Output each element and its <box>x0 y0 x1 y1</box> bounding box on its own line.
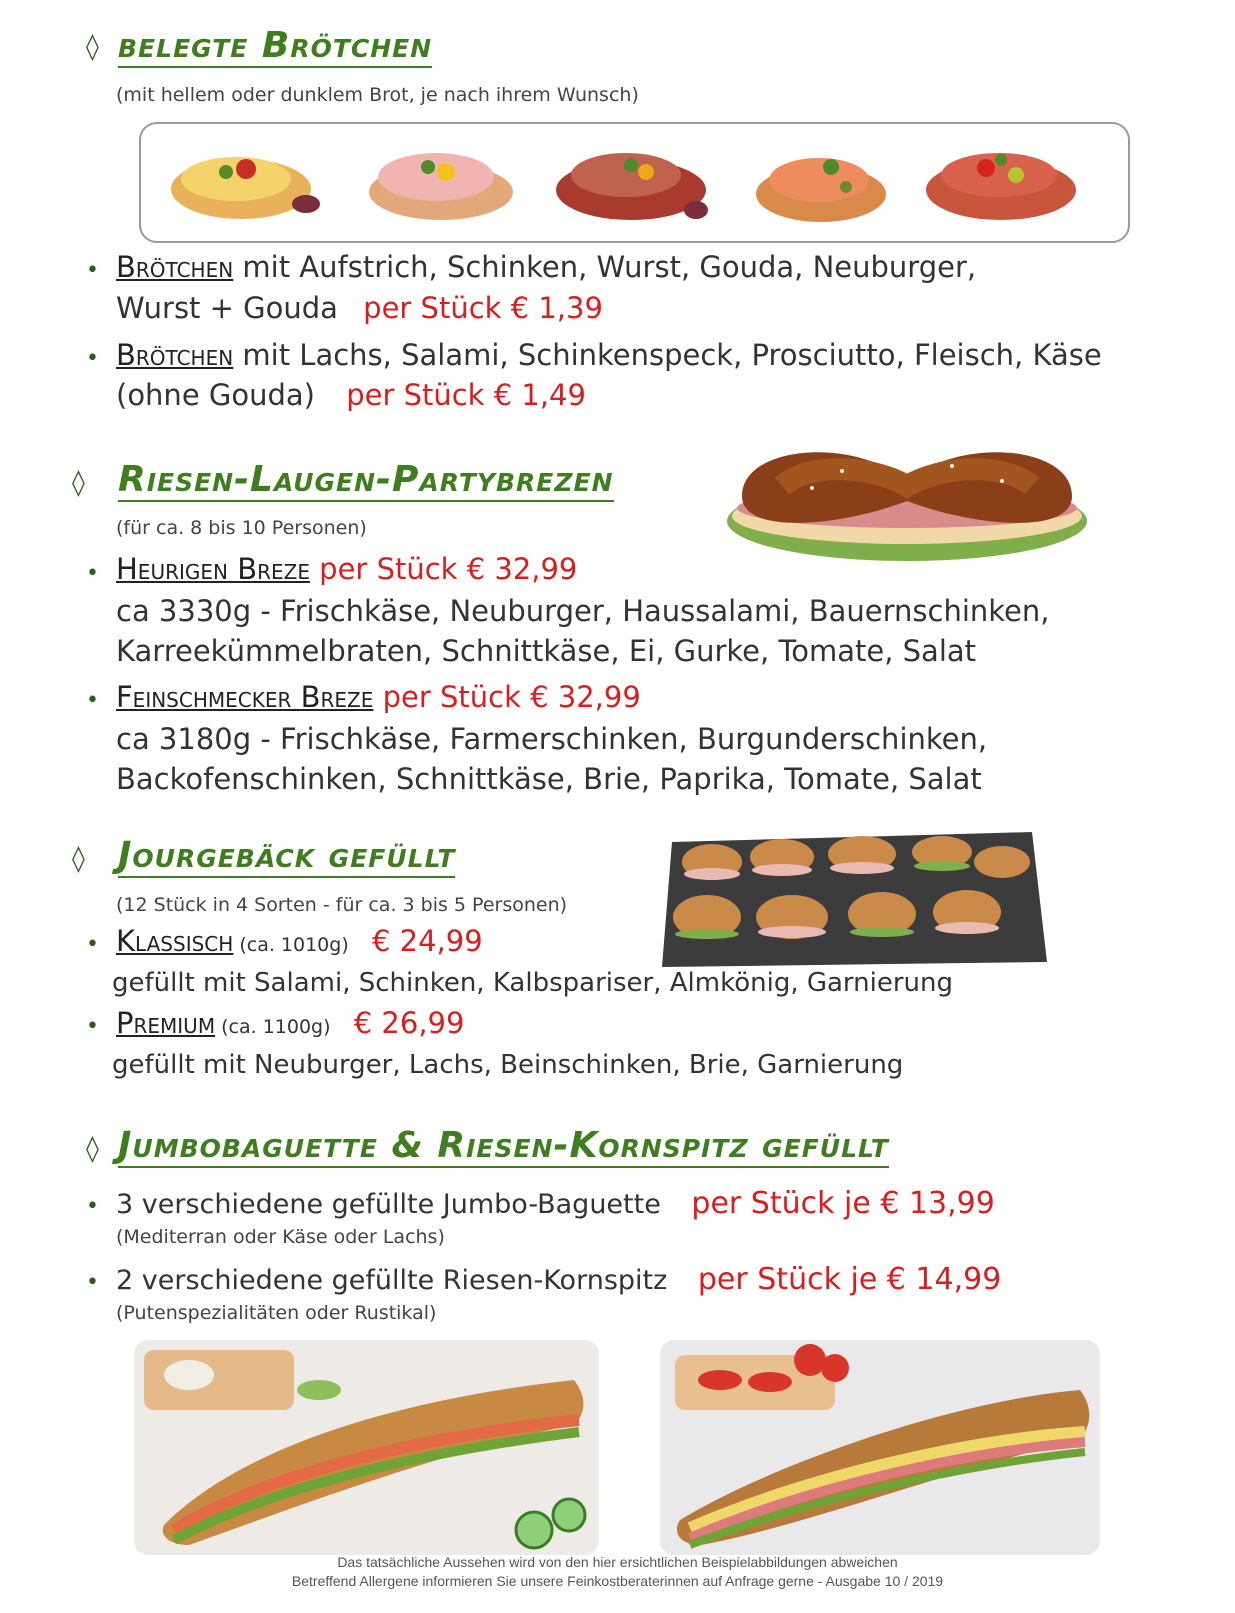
product-description-cont: Wurst + Gouda <box>116 291 338 325</box>
diamond-icon: ◊ <box>86 1134 99 1164</box>
broetchen-note: (mit hellem oder dunklem Brot, je nach ihrem Wunsch) <box>116 84 639 106</box>
price: per Stück € 32,99 <box>373 680 641 714</box>
product-name: Feinschmecker Breze <box>116 680 374 714</box>
price: per Stück je € 14,99 <box>697 1262 1002 1297</box>
diamond-icon: ◊ <box>86 32 99 62</box>
price: per Stück € 32,99 <box>309 552 578 586</box>
jour-item-2-line2: gefüllt mit Neuburger, Lachs, Beinschinken, Brie, Garnierung <box>112 1050 904 1080</box>
price: per Stück je € 13,99 <box>691 1186 995 1221</box>
product-description-cont: (ohne Gouda) <box>116 378 315 412</box>
section-title-brezen: Riesen-Laugen-Partybrezen <box>118 459 614 500</box>
broetchen-image-strip <box>139 122 1130 243</box>
footer-disclaimer: Das tatsächliche Aussehen wird von den hier ersichtlichen Beispielabbildungen abweichen <box>337 1554 898 1570</box>
broetchen-item-1-line2 <box>116 291 603 326</box>
riesen-kornspitz-image <box>660 1340 1100 1555</box>
diamond-icon: ◊ <box>72 844 85 874</box>
brezen-item-2 <box>116 680 641 715</box>
brezen-item-1-line3: Karreekümmelbraten, Schnittkäse, Ei, Gurke, Tomate, Salat <box>116 634 977 668</box>
jumbo-item-1 <box>116 1186 995 1222</box>
bullet-icon: • <box>86 561 99 586</box>
jour-item-1-line2: gefüllt mit Salami, Schinken, Kalbspariser, Almkönig, Garnierung <box>112 968 954 998</box>
bullet-icon: • <box>86 688 99 713</box>
diamond-icon: ◊ <box>72 468 85 498</box>
jourgebaeck-platter-image <box>652 822 1052 972</box>
bullet-icon: • <box>86 1014 99 1039</box>
price: per Stück € 1,49 <box>346 378 586 412</box>
broetchen-item-2-line2 <box>116 378 586 413</box>
product-description: mit Aufstrich, Schinken, Wurst, Gouda, Neuburger, <box>233 250 977 284</box>
product-description: mit Lachs, Salami, Schinkenspeck, Prosciutto, Fleisch, Käse <box>233 338 1102 372</box>
broetchen-item-2 <box>116 338 1102 373</box>
product-name: Klassisch <box>116 924 234 958</box>
section-title-jumbo: Jumbobaguette & Riesen-Kornspitz gefüllt <box>118 1125 889 1166</box>
jour-note: (12 Stück in 4 Sorten - für ca. 3 bis 5 Personen) <box>116 894 568 916</box>
brezen-item-1-line2: ca 3330g - Frischkäse, Neuburger, Haussalami, Bauernschinken, <box>116 594 1050 628</box>
section-title-jour: Jourgebäck gefüllt <box>118 835 456 876</box>
jumbo-baguette-image <box>134 1340 599 1555</box>
open-sandwiches-image <box>141 124 1128 241</box>
jumbo-item-2 <box>116 1262 1001 1298</box>
brezen-item-2-line3: Backofenschinken, Schnittkäse, Brie, Paprika, Tomate, Salat <box>116 762 982 796</box>
price: € 24,99 <box>371 924 483 958</box>
brezen-item-2-line2: ca 3180g - Frischkäse, Farmerschinken, Burgunderschinken, <box>116 722 988 756</box>
jour-item-2 <box>116 1006 464 1041</box>
price: per Stück € 1,39 <box>363 291 603 325</box>
broetchen-item-1 <box>116 250 976 285</box>
product-weight: (ca. 1100g) <box>215 1016 331 1038</box>
brezen-item-1 <box>116 552 577 587</box>
product-name: Premium <box>116 1006 216 1040</box>
bullet-icon: • <box>86 932 99 957</box>
brezen-note: (für ca. 8 bis 10 Personen) <box>116 517 367 539</box>
price: € 26,99 <box>353 1006 465 1040</box>
jumbo-item-1-note: (Mediterran oder Käse oder Lachs) <box>116 1226 445 1248</box>
bullet-icon: • <box>86 346 99 371</box>
pretzel-image <box>722 426 1092 576</box>
bullet-icon: • <box>86 1194 99 1219</box>
bullet-icon: • <box>86 258 99 283</box>
product-name: Brötchen <box>116 250 234 284</box>
section-title-broetchen: belegte Brötchen <box>118 25 433 66</box>
jour-item-1 <box>116 924 483 959</box>
product-name: Heurigen Breze <box>116 552 310 586</box>
bullet-icon: • <box>86 1270 99 1295</box>
jumbo-item-2-note: (Putenspezialitäten oder Rustikal) <box>116 1302 437 1324</box>
product-description: 3 verschiedene gefüllte Jumbo-Baguette <box>116 1189 661 1220</box>
footer-allergen-note: Betreffend Allergene informieren Sie unsere Feinkostberaterinnen auf Anfrage gerne - Ausgabe 10 / 2019 <box>291 1573 944 1589</box>
product-name: Brötchen <box>116 338 234 372</box>
product-description: 2 verschiedene gefüllte Riesen-Kornspitz <box>116 1265 668 1296</box>
product-weight: (ca. 1010g) <box>233 934 349 956</box>
